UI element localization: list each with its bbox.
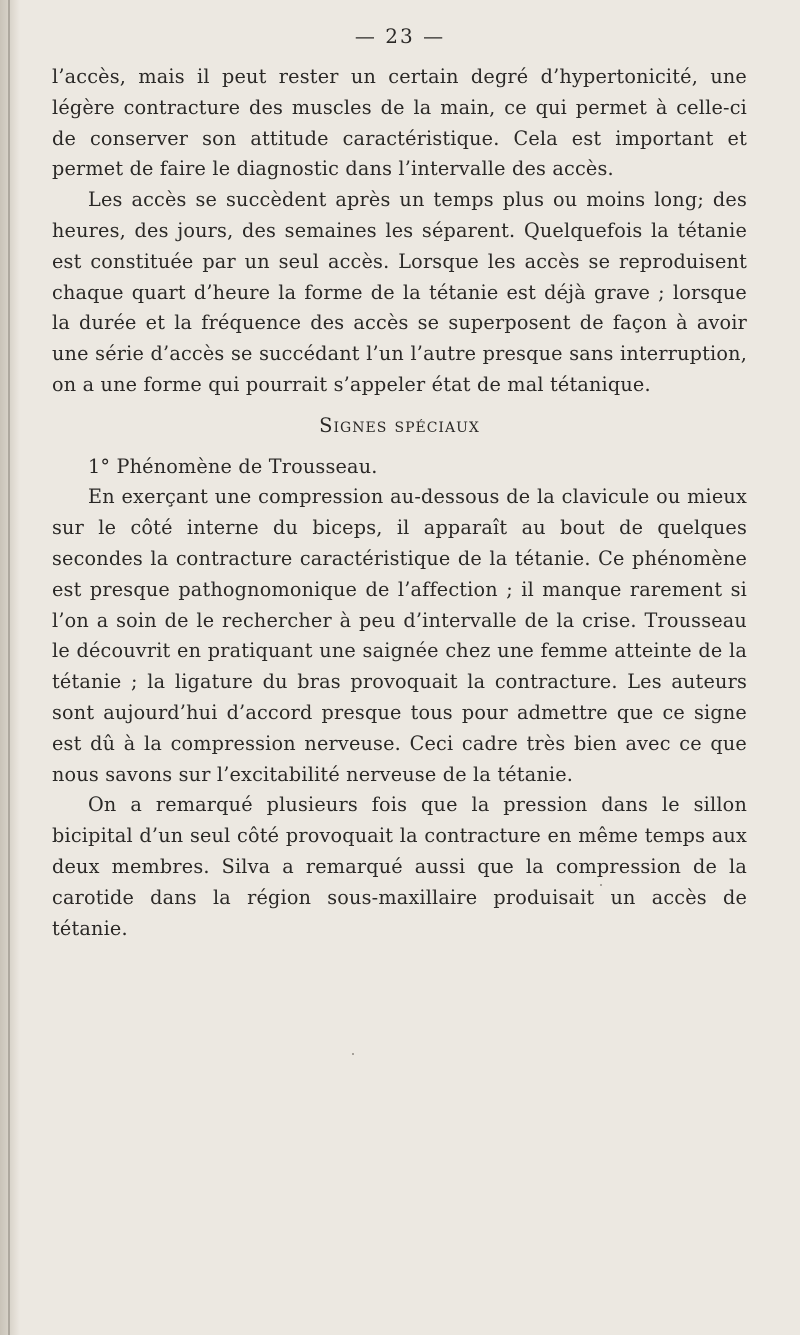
page-number: — 23 — (354, 24, 446, 48)
page-binding-edge (0, 0, 20, 1335)
paper-speck (600, 884, 602, 886)
paper-speck (352, 1053, 354, 1055)
binding-shadow-line (8, 0, 10, 1335)
page-body (52, 62, 747, 944)
paragraph-1: l’accès, mais il peut rester un certain degré d’hypertonicité, une légère contracture des muscles de la main, ce qui permet à celle-ci de conserver son attitude caractéristique. Cela est important et permet de faire le diagnostic dans l’intervalle des accès. (52, 65, 747, 181)
paragraph-3: En exerçant une compression au-dessous de la clavicule ou mieux sur le côté interne du biceps, il apparaît au bout de quelques secondes la contracture caractéristique de la tétanie. Ce phénomène est presque pathognomonique de l’affection ; il manque rarement si l’on a soin de le rechercher à peu d’intervalle de la crise. Trousseau le découvrit en pratiquant une saignée chez une femme atteinte de la tétanie ; la ligature du bras provoquait la contracture. Les auteurs sont aujourd’hui d’accord presque tous pour admettre que ce signe est dû à la compression nerveuse. Ceci cadre très bien avec ce que nous savons sur l’excitabilité nerveuse de la tétanie. (52, 485, 747, 786)
subsection-title: 1° Phénomène de Trousseau. (88, 454, 378, 478)
section-title: Signes spéciaux (319, 413, 480, 437)
paragraph-4: On a remarqué plusieurs fois que la pression dans le sillon bicipital d’un seul côté provoquait la contracture en même temps aux deux membres. Silva a remarqué aussi que la compression de la carotide dans la région sous-maxillaire produisait un accès de tétanie. (52, 793, 747, 940)
paragraph-2: Les accès se succèdent après un temps plus ou moins long; des heures, des jours, des semaines les séparent. Quelquefois la tétanie est constituée par un seul accès. Lorsque les accès se reproduisent chaque quart d’heure la forme de la tétanie est déjà grave ; lorsque la durée et la fréquence des accès se superposent de façon à avoir une série d’accès se succédant l’un l’autre presque sans interruption, on a une forme qui pourrait s’appeler état de mal tétanique. (52, 188, 747, 396)
